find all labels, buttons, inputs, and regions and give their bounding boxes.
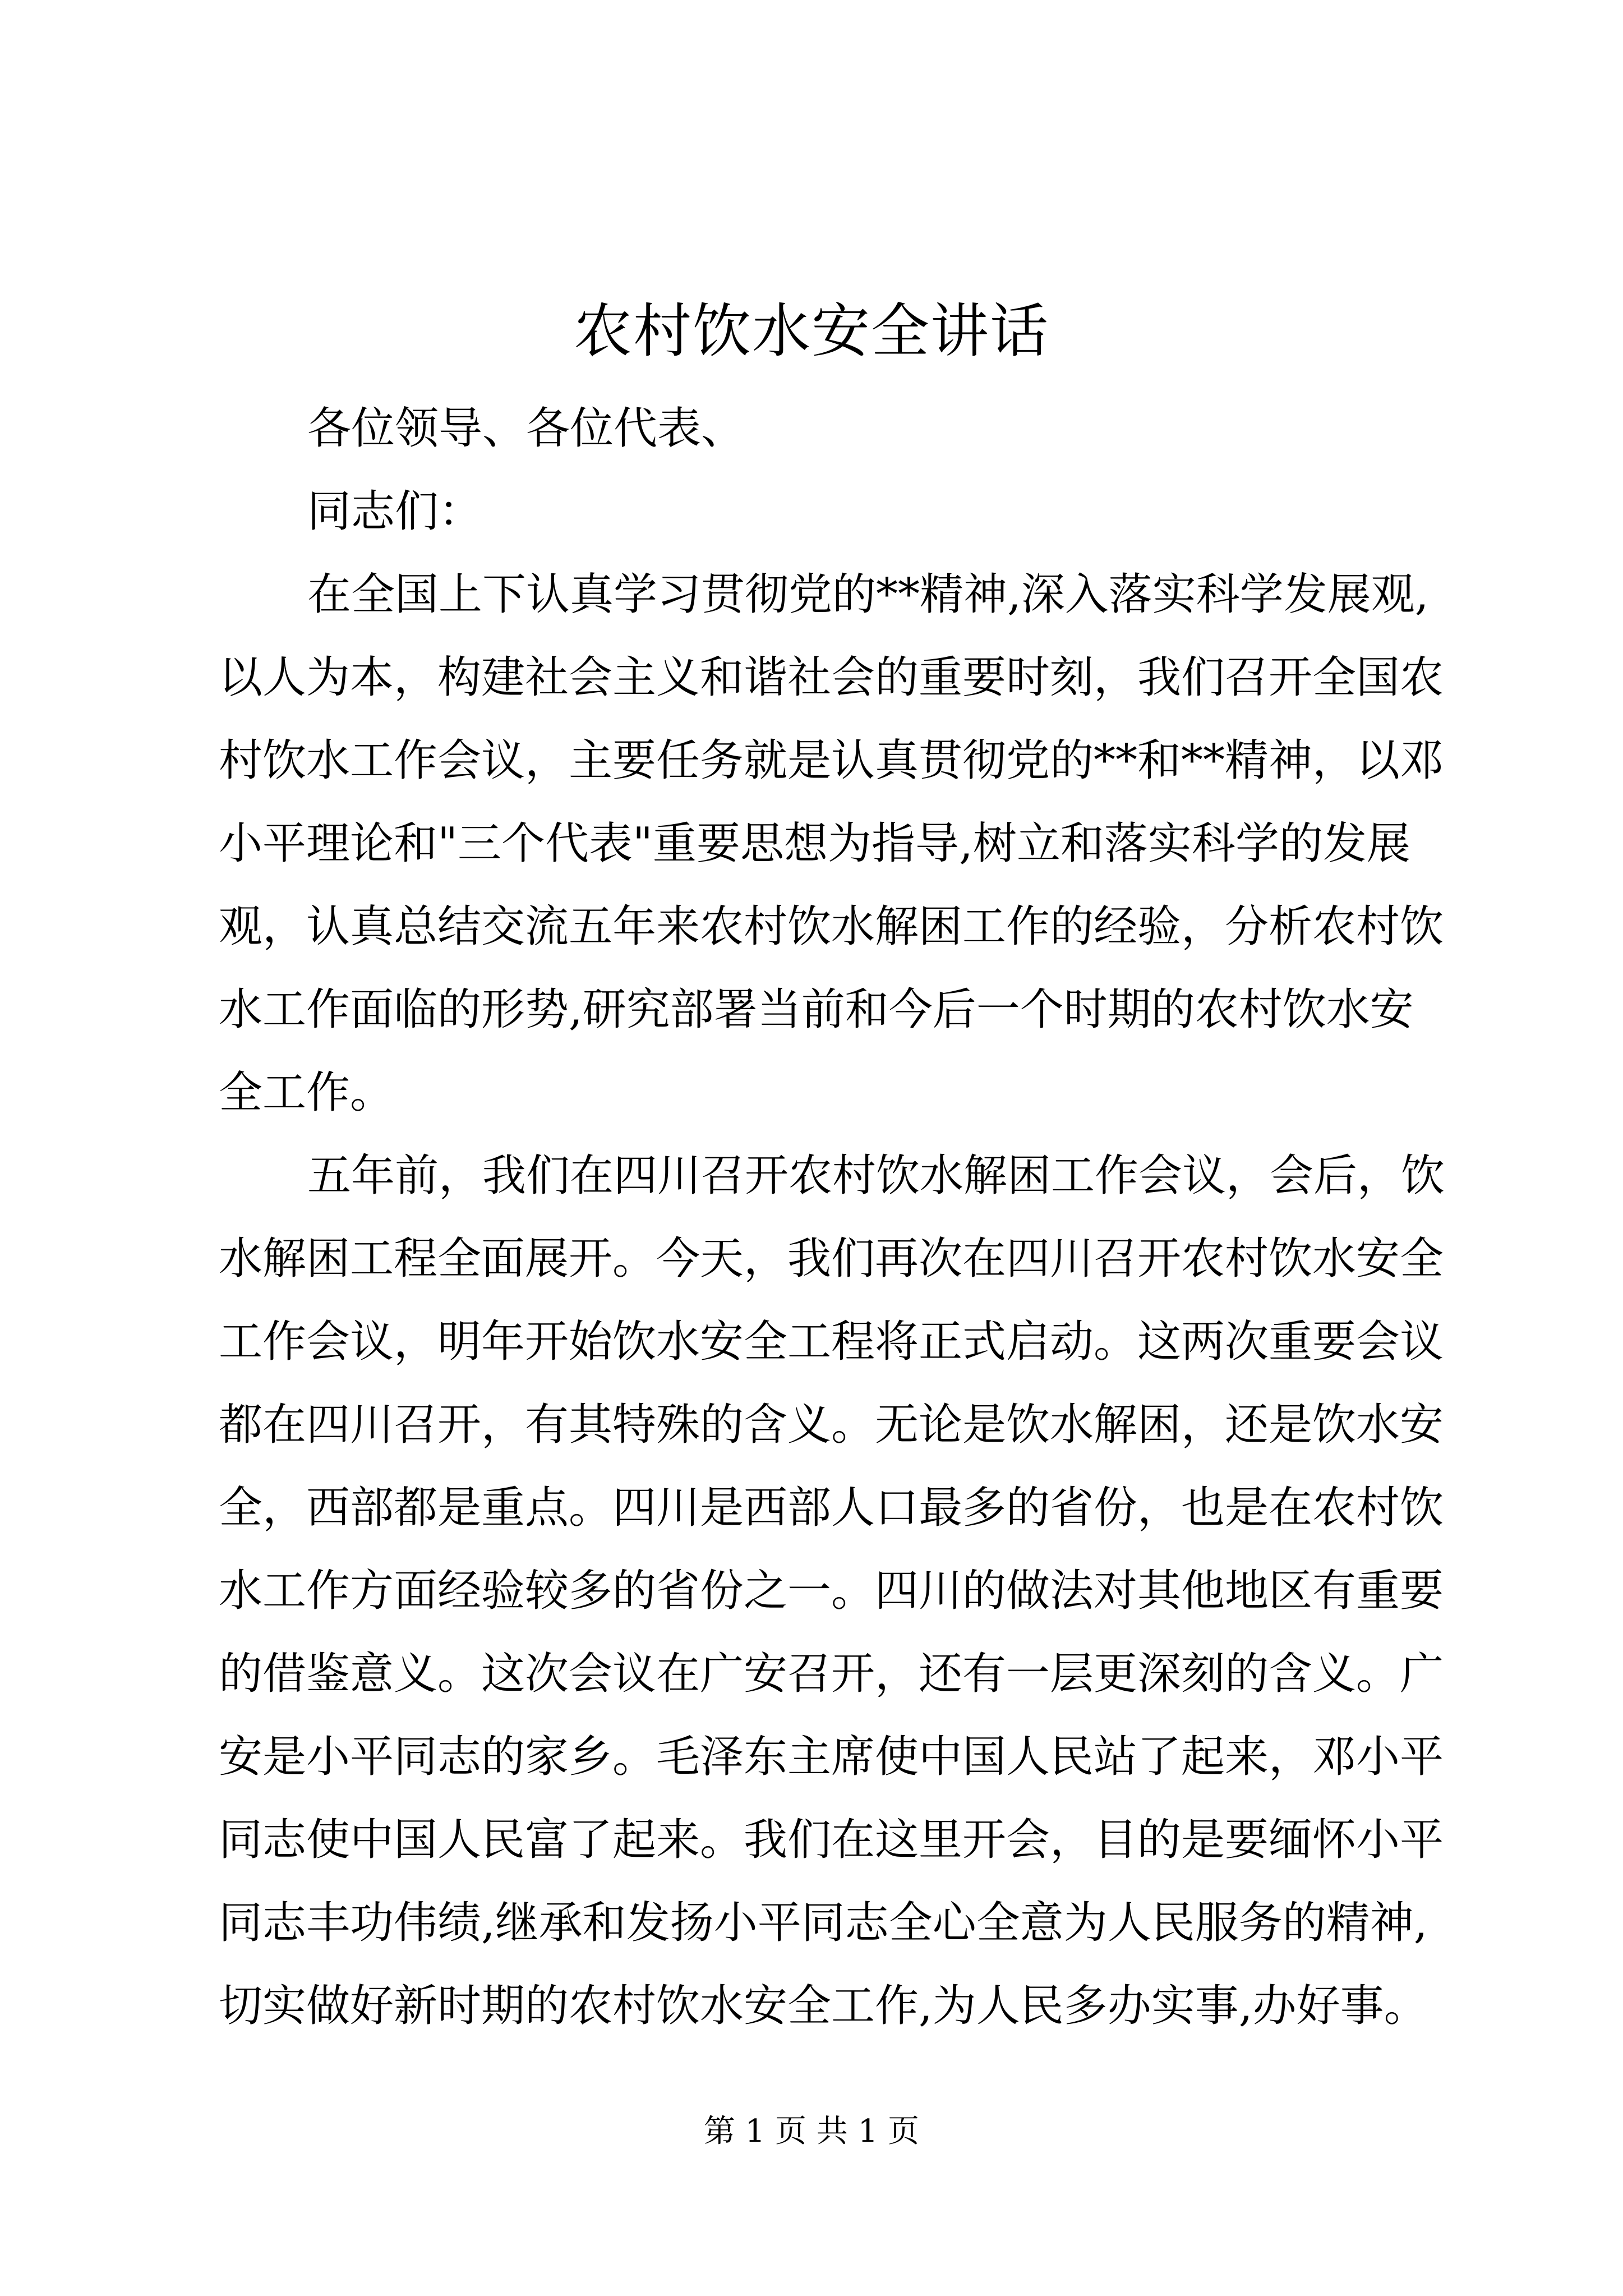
paragraph-2 [219, 1134, 1445, 2047]
paragraph-line: 水工作面临的形势,研究部署当前和今后一个时期的农村饮水安 [219, 984, 1414, 1035]
paragraph-line: 同志丰功伟绩,继承和发扬小平同志全心全意为人民服务的精神, [219, 1898, 1428, 1948]
salutation-line: 各位领导、各位代表、 [307, 403, 745, 454]
paragraph-line: 安是小平同志的家乡。毛泽东主席使中国人民站了起来，邓小平 [219, 1732, 1444, 1782]
paragraph-line: 都在四川召开，有其特殊的含义。无论是饮水解困，还是饮水安 [219, 1400, 1444, 1450]
paragraph-line: 切实做好新时期的农村饮水安全工作,为人民多办实事,办好事。 [219, 1981, 1428, 2031]
paragraph-line: 小平理论和"三个代表"重要思想为指导,树立和落实科学的发展 [219, 818, 1410, 869]
paragraph-line: 观，认真总结交流五年来农村饮水解困工作的经验，分析农村饮 [219, 901, 1444, 952]
paragraph-line: 水解困工程全面展开。今天，我们再次在四川召开农村饮水安全 [219, 1234, 1444, 1284]
page-footer: 第 1 页 共 1 页 [703, 2113, 920, 2150]
paragraph-line: 的借鉴意义。这次会议在广安召开，还有一层更深刻的含义。广 [219, 1649, 1444, 1699]
document-title: 农村饮水安全讲话 [573, 297, 1049, 365]
salutation-line: 同志们： [307, 486, 483, 537]
document-body [219, 387, 1445, 2047]
paragraph-line: 同志使中国人民富了起来。我们在这里开会，目的是要缅怀小平 [219, 1815, 1444, 1865]
paragraph-line: 在全国上下认真学习贯彻党的**精神,深入落实科学发展观, [307, 569, 1429, 620]
paragraph-line: 五年前，我们在四川召开农村饮水解困工作会议，会后，饮 [307, 1151, 1445, 1201]
paragraph-line: 全工作。 [219, 1068, 394, 1118]
paragraph-line: 村饮水工作会议，主要任务就是认真贯彻党的**和**精神，以邓 [219, 735, 1444, 786]
paragraph-line: 工作会议，明年开始饮水安全工程将正式启动。这两次重要会议 [219, 1317, 1444, 1367]
paragraph-line: 以人为本，构建社会主义和谐社会的重要时刻，我们召开全国农 [219, 652, 1444, 703]
paragraph-line: 全，西部都是重点。四川是西部人口最多的省份，也是在农村饮 [219, 1483, 1444, 1533]
paragraph-1 [219, 553, 1444, 1134]
paragraph-line: 水工作方面经验较多的省份之一。四川的做法对其他地区有重要 [219, 1566, 1444, 1616]
